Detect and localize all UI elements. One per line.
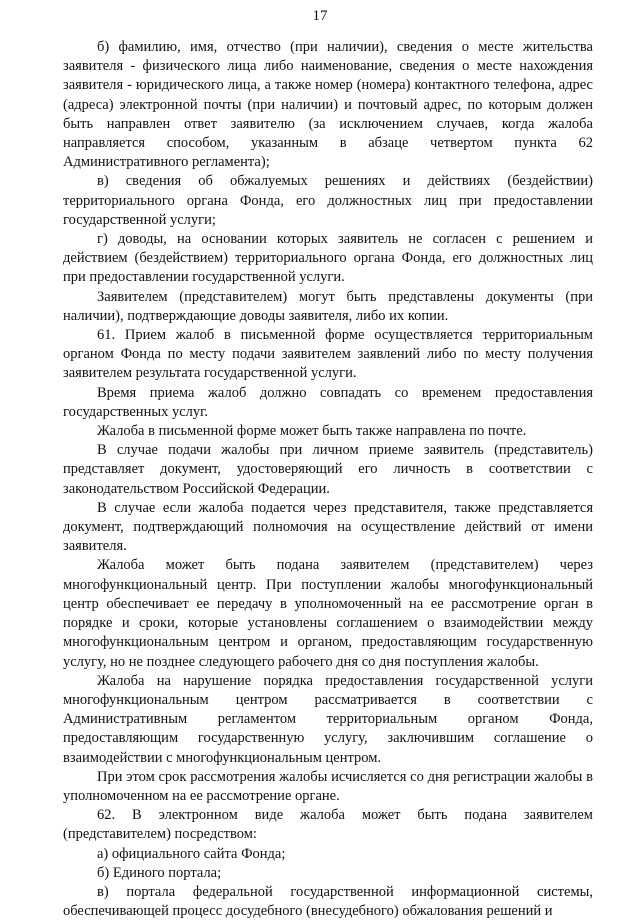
paragraph-item-b: б) фамилию, имя, отчество (при наличии), сведения о месте жительства заявителя - физического лица либо наименование, сведения о месте нахождения заявителя - юридического лица, а также номер (номера) контактного телефона, адрес (адреса) электронной почты (при наличии) и почтовый адрес, по которым должен быть направлен ответ заявителю (за исключением случаев, когда жалоба направляется способом, указанным в абзаце четвертом пункта 62 Административного регламента); <box>63 39 593 171</box>
paragraph-reception-time: Время приема жалоб должно совпадать со временем предоставления государственных услуг. <box>63 384 593 420</box>
paragraph-62: 62. В электронном виде жалоба может быть подана заявителем (представителем) посредством: <box>63 807 593 843</box>
paragraph-by-post: Жалоба в письменной форме может быть также направлена по почте. <box>97 423 527 440</box>
page-number: 17 <box>312 8 328 24</box>
paragraph-personal-reception: В случае подачи жалобы при личном приеме заявитель (представитель) представляет документ, удостоверяющий его личность в соответствии с законодательством Российской Федерации. <box>63 442 593 497</box>
paragraph-review-term: При этом срок рассмотрения жалобы исчисляется со дня регистрации жалобы в уполномоченном на ее рассмотрение органе. <box>63 768 593 804</box>
paragraph-representative: В случае если жалоба подается через представителя, также представляется документ, подтверждающий полномочия на осуществление действий от имени заявителя. <box>63 499 593 555</box>
document-body <box>63 38 593 921</box>
paragraph-documents: Заявителем (представителем) могут быть представлены документы (при наличии), подтверждающие доводы заявителя, либо их копии. <box>63 288 593 324</box>
paragraph-item-g: г) доводы, на основании которых заявитель не согласен с решением и действием (бездействием) территориального органа Фонда, его должностных лиц при предоставлении государственной услуги. <box>63 231 593 286</box>
paragraph-61: 61. Прием жалоб в письменной форме осуществляется территориальным органом Фонда по месту подачи заявителем заявлений либо по месту получения заявителем результата государственной услуги. <box>63 327 593 382</box>
paragraph-item-v: в) сведения об обжалуемых решениях и действиях (бездействии) территориального органа Фонда, его должностных лиц при предоставлении государственной услуги; <box>63 173 593 228</box>
paragraph-item-v-portal: в) портала федеральной государственной информационной системы, обеспечивающей процесс досудебного (внесудебного) обжалования решений и <box>63 883 593 920</box>
paragraph-mfc-complaint: Жалоба на нарушение порядка предоставления государственной услуги многофункциональным центром рассматривается в соответствии с Административным регламентом территориальным органом Фонда, предоставляющим государственную услугу, заключившим соглашение о взаимодействии с многофункциональным центром. <box>63 672 593 766</box>
paragraph-mfc-submission: Жалоба может быть подана заявителем (представителем) через многофункциональный центр. При поступлении жалобы многофункциональный центр обеспечивает ее передачу в уполномоченный на ее рассмотрение орган в порядке и сроки, которые установлены соглашением о взаимодействии между многофункциональным центром и органом, предоставляющим государственную услугу, но не позднее следующего рабочего дня со дня поступления жалобы. <box>63 557 593 670</box>
paragraph-item-a: а) официального сайта Фонда; <box>97 845 286 862</box>
paragraph-item-b-portal: б) Единого портала; <box>97 864 222 881</box>
